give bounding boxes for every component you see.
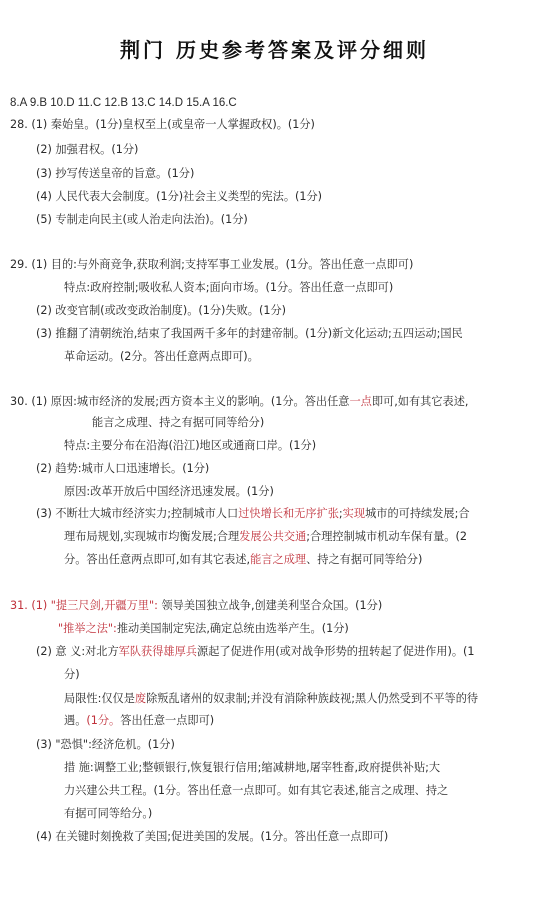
- q30-text: ;合理控制城市机动车保有量。(2: [306, 530, 467, 543]
- q31-part3-measures-cont: 力兴建公共工程。(1分。答出任意一点即可。如有其它表述,能言之成理、持之: [64, 784, 449, 797]
- q30-text: 、持之有据可同等给分): [306, 553, 423, 566]
- q31-text: 源起了促进作用(或对战争形势的扭转起了促进作用)。(1: [197, 645, 475, 658]
- q30-part3: [36, 507, 470, 521]
- q30-part3-cont1: [64, 530, 467, 544]
- page-title: 荆门 历史参考答案及评分细则: [120, 38, 429, 62]
- q31-part3: (3) "恐惧":经济危机。(1分): [36, 738, 175, 751]
- q31-text: 领导美国独立战争,创建美利坚合众国。(1分): [161, 599, 383, 612]
- q31-part2-limit-cont: [64, 714, 214, 728]
- q30-part1-features: 特点:主要分布在沿海(沿江)地区或通商口岸。(1分): [64, 439, 317, 452]
- q28-part2: (2) 加强君权。(1分): [36, 143, 139, 156]
- q31-part3-measures-cont2: 有据可同等给分。): [64, 807, 153, 820]
- highlight: 实现: [342, 507, 366, 520]
- q31-text: 局限性:仅仅是: [64, 692, 135, 705]
- q30-part2: (2) 趋势:城市人口迅速增长。(1分): [36, 462, 210, 475]
- q28-part4: (4) 人民代表大会制度。(1分)社会主义类型的宪法。(1分): [36, 190, 323, 203]
- q31-text: 答出任意一点即可): [120, 714, 215, 727]
- highlight: 一点: [349, 395, 372, 408]
- q31-text: (2) 意 义:对北方: [36, 645, 119, 658]
- q30-part3-cont2: [64, 553, 422, 567]
- q30-text: ;: [338, 507, 343, 520]
- q30-text: 理布局规划,实现城市均衡发展;合理: [64, 530, 240, 543]
- highlight: 军队获得雄厚兵: [118, 645, 197, 658]
- q28-part3: (3) 抄写传送皇帝的旨意。(1分): [36, 167, 195, 180]
- highlight: 发展公共交通: [239, 530, 307, 543]
- q28-part5: (5) 专制走向民主(或人治走向法治)。(1分): [36, 213, 248, 226]
- q30-part2-reason: 原因:改革开放后中国经济迅速发展。(1分): [64, 485, 274, 498]
- q28-part1: 28. (1) 秦始皇。(1分)皇权至上(或皇帝一人掌握政权)。(1分): [10, 118, 315, 131]
- highlight: "推举之法":: [58, 622, 117, 635]
- q31-part2-cont: 分): [64, 668, 80, 681]
- q30-part1-cont: 能言之成理、持之有据可同等给分): [92, 416, 265, 429]
- q30-text: 30. (1) 原因:城市经济的发展;西方资本主义的影响。(1分。答出任意: [10, 395, 350, 408]
- highlight: 31. (1) "提三尺剑,开疆万里":: [10, 599, 158, 612]
- q29-part3-cont: 革命运动。(2分。答出任意两点即可)。: [64, 350, 259, 363]
- q29-part3: (3) 推翻了清朝统治,结束了我国两千多年的封建帝制。(1分)新文化运动;五四运动;国民: [36, 327, 463, 340]
- q30-text: 城市的可持续发展;合: [365, 507, 470, 520]
- q29-part2: (2) 改变官制(或改变政治制度)。(1分)失败。(1分): [36, 304, 287, 317]
- q31-text: 除叛乱诸州的奴隶制;并没有消除种族歧视;黑人仍然受到不平等的待: [146, 692, 479, 705]
- q31-part1-b: [58, 622, 349, 636]
- highlight: (1分。: [86, 714, 121, 727]
- q31-part1: [10, 599, 382, 613]
- q30-text: 分。答出任意两点即可,如有其它表述,: [64, 553, 251, 566]
- highlight: 能言之成理: [250, 553, 307, 566]
- q31-part2-limit: [64, 692, 478, 706]
- highlight: 过快增长和无序扩张: [238, 507, 339, 520]
- q29-part1: 29. (1) 目的:与外商竞争,获取利润;支持军事工业发展。(1分。答出任意一点即可): [10, 258, 414, 271]
- q31-part2: [36, 645, 475, 659]
- q31-part4: (4) 在关键时刻挽救了美国;促进美国的发展。(1分。答出任意一点即可): [36, 830, 389, 843]
- q30-part1: [10, 395, 468, 409]
- q29-part1-features: 特点:政府控制;吸收私人资本;面向市场。(1分。答出任意一点即可): [64, 281, 394, 294]
- q31-text: 推动美国制定宪法,确定总统由选举产生。(1分): [116, 622, 349, 635]
- mc-answers: 8.A 9.B 10.D 11.C 12.B 13.C 14.D 15.A 16.C: [10, 97, 237, 109]
- q31-part3-measures: 措 施:调整工业;整顿银行,恢复银行信用;缩减耕地,屠宰牲畜,政府提供补贴;大: [64, 761, 441, 774]
- q30-text: 即可,如有其它表述,: [371, 395, 469, 408]
- highlight: 废: [134, 692, 147, 705]
- q30-text: (3) 不断壮大城市经济实力;控制城市人口: [36, 507, 239, 520]
- q31-text: 遇。: [64, 714, 87, 727]
